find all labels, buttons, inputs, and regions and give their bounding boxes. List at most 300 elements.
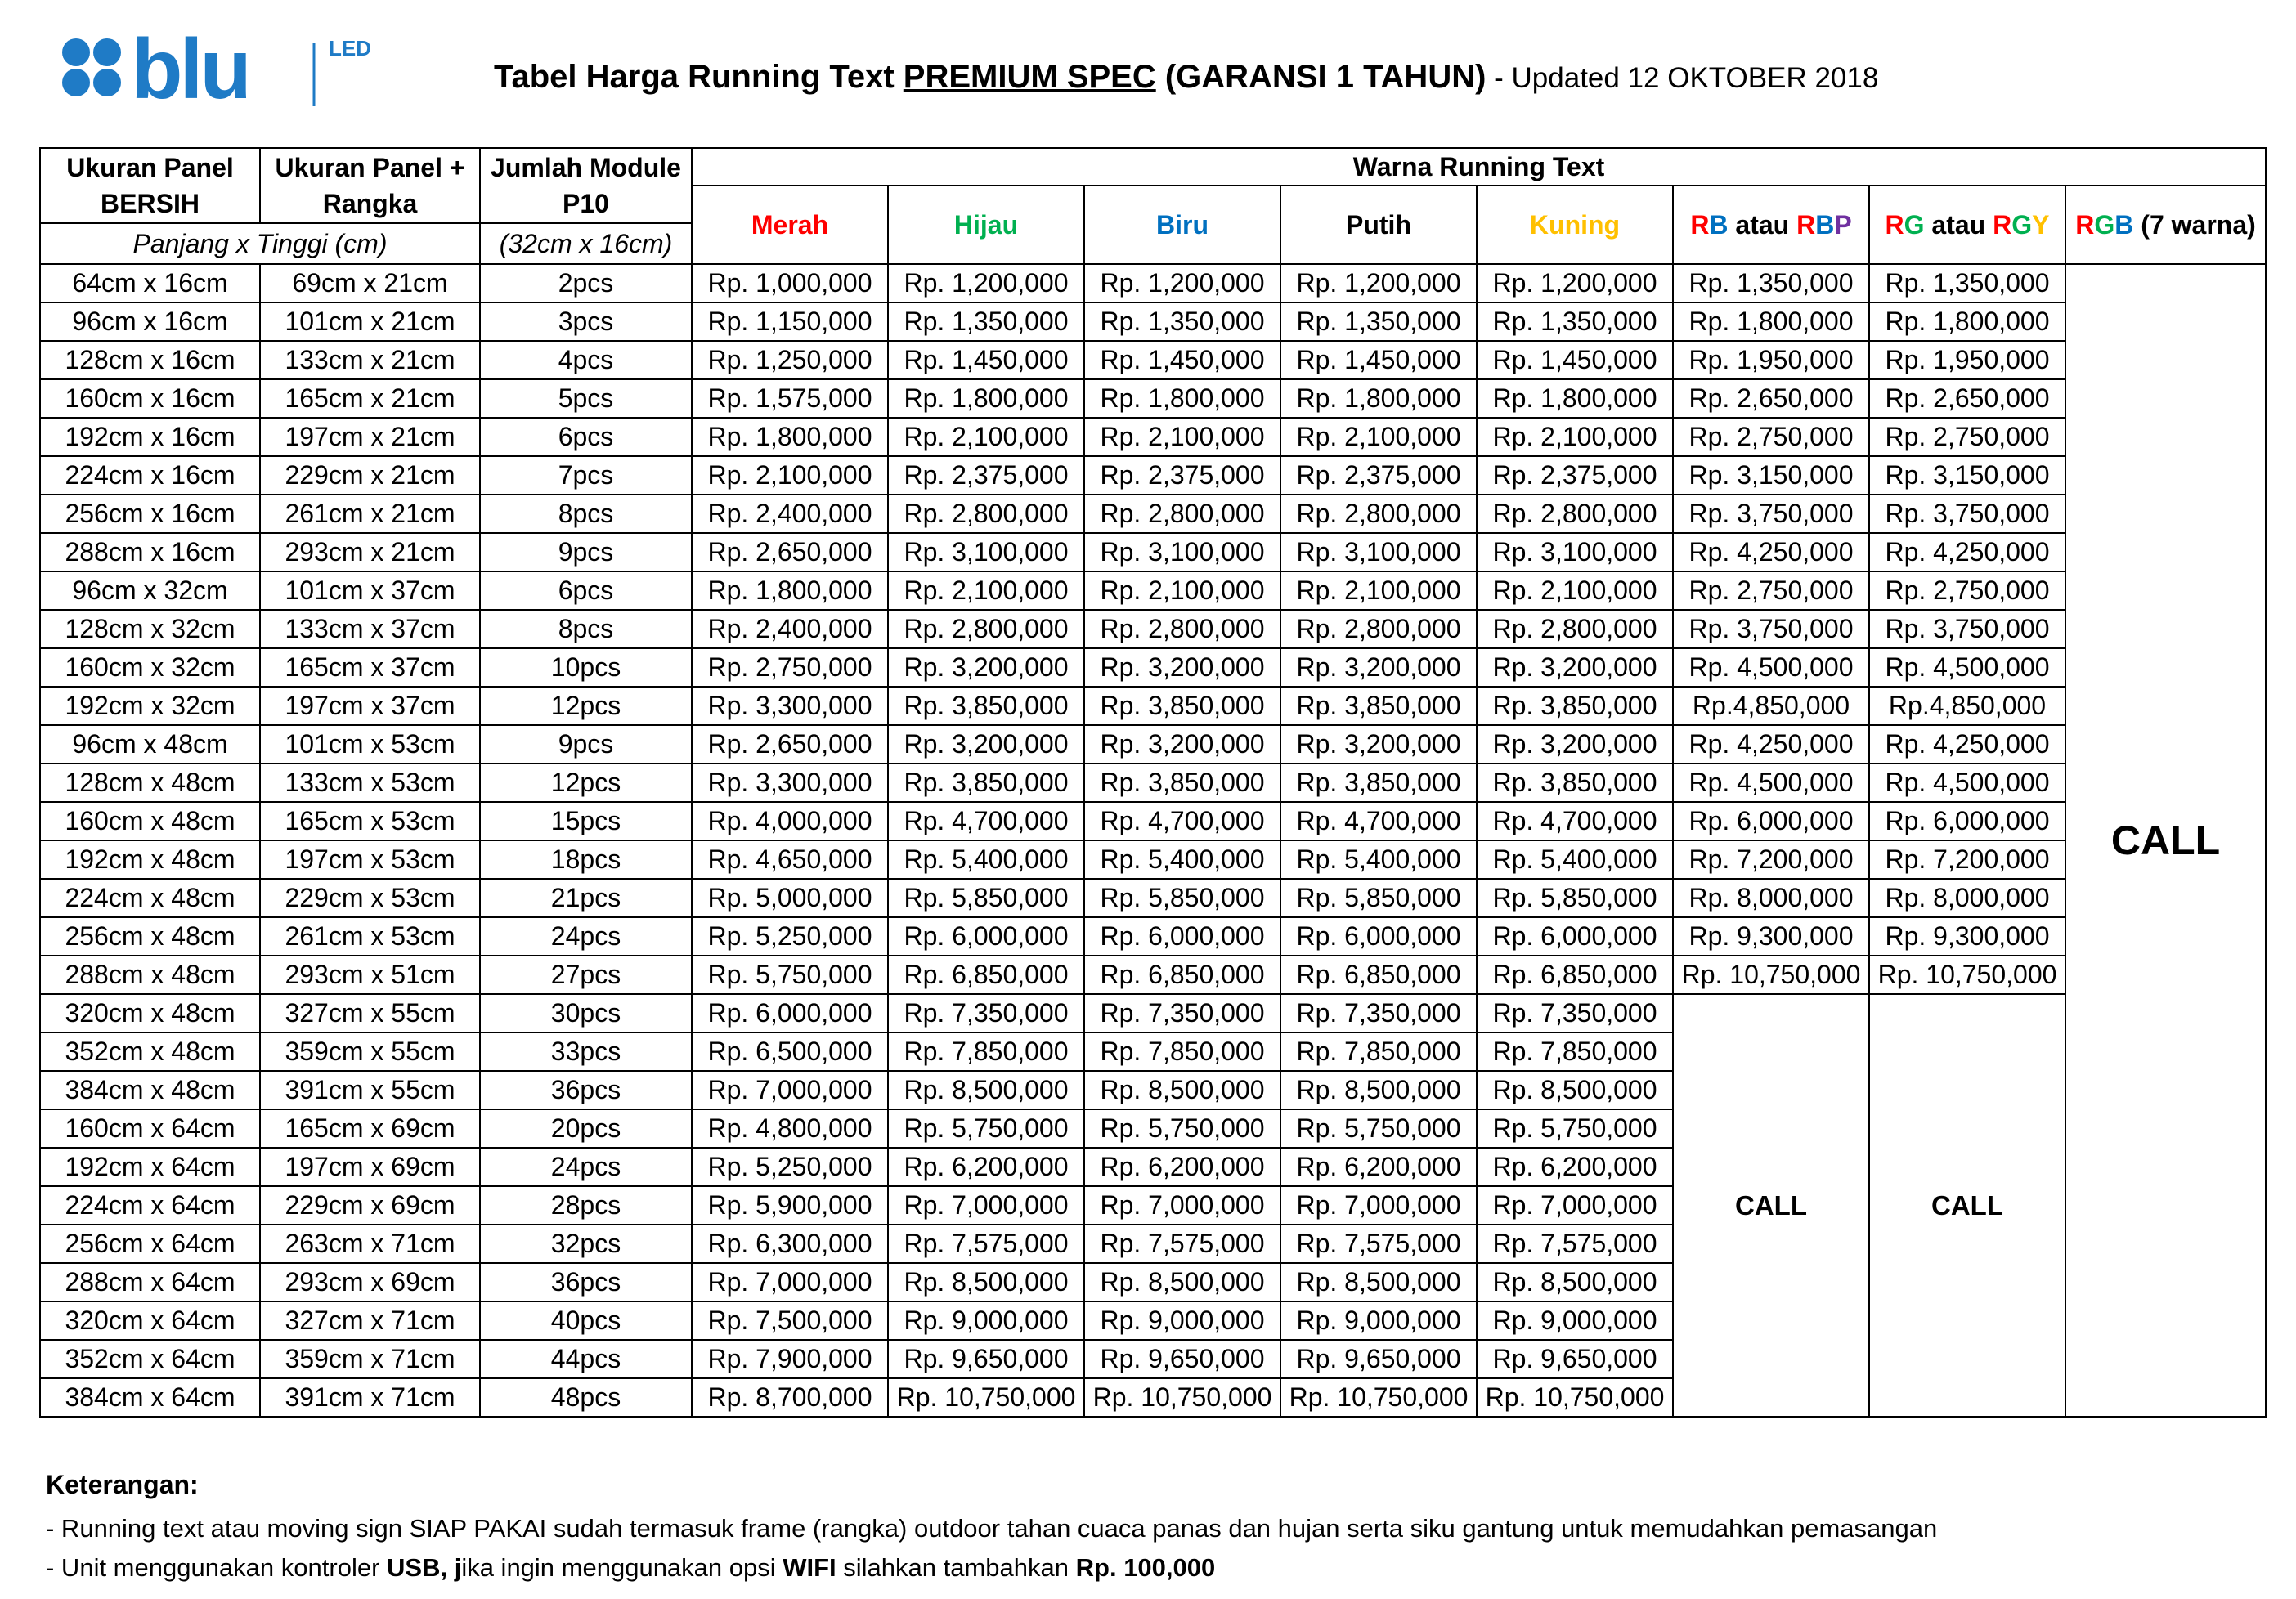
cell-rg-rgy: Rp.4,850,000: [1869, 687, 2065, 725]
table-row: [40, 533, 2266, 571]
cell-merah: Rp. 2,400,000: [692, 610, 888, 648]
cell-putih: Rp. 7,000,000: [1280, 1186, 1477, 1225]
header-jumlah-module: Jumlah Module P10: [480, 148, 692, 223]
cell-panel-rangka: 133cm x 21cm: [260, 341, 480, 379]
cell-rb-rbp: Rp.4,850,000: [1673, 687, 1869, 725]
cell-hijau: Rp. 1,350,000: [888, 302, 1084, 341]
cell-jumlah: 2pcs: [480, 264, 692, 302]
cell-jumlah: 12pcs: [480, 764, 692, 802]
cell-kuning: Rp. 7,000,000: [1477, 1186, 1673, 1225]
table-row: [40, 917, 2266, 956]
table-row: [40, 687, 2266, 725]
cell-biru: Rp. 1,800,000: [1084, 379, 1280, 418]
cell-biru: Rp. 8,500,000: [1084, 1071, 1280, 1109]
cell-putih: Rp. 8,500,000: [1280, 1071, 1477, 1109]
cell-panel-bersih: 256cm x 64cm: [40, 1225, 260, 1263]
table-row: [40, 610, 2266, 648]
cell-putih: Rp. 5,400,000: [1280, 840, 1477, 879]
cell-rb-rbp: Rp. 10,750,000: [1673, 956, 1869, 994]
notes-heading: Keterangan:: [46, 1470, 199, 1499]
cell-biru: Rp. 3,200,000: [1084, 725, 1280, 764]
cell-kuning: Rp. 7,350,000: [1477, 994, 1673, 1032]
cell-biru: Rp. 3,850,000: [1084, 764, 1280, 802]
cell-kuning: Rp. 9,000,000: [1477, 1301, 1673, 1340]
cell-merah: Rp. 1,800,000: [692, 418, 888, 456]
cell-rb-rbp: Rp. 4,500,000: [1673, 648, 1869, 687]
cell-merah: Rp. 7,000,000: [692, 1071, 888, 1109]
cell-kuning: Rp. 3,100,000: [1477, 533, 1673, 571]
cell-rb-rbp: Rp. 1,350,000: [1673, 264, 1869, 302]
cell-panel-rangka: 165cm x 37cm: [260, 648, 480, 687]
cell-hijau: Rp. 8,500,000: [888, 1263, 1084, 1301]
cell-rg-rgy: Rp. 10,750,000: [1869, 956, 2065, 994]
cell-kuning: Rp. 2,800,000: [1477, 610, 1673, 648]
cell-putih: Rp. 2,100,000: [1280, 571, 1477, 610]
cell-rg-rgy: Rp. 1,800,000: [1869, 302, 2065, 341]
cell-biru: Rp. 2,800,000: [1084, 610, 1280, 648]
cell-panel-bersih: 192cm x 32cm: [40, 687, 260, 725]
cell-panel-rangka: 101cm x 37cm: [260, 571, 480, 610]
table-row: [40, 802, 2266, 840]
header-dimension-note: Panjang x Tinggi (cm): [40, 223, 480, 264]
cell-rg-rgy: Rp. 2,750,000: [1869, 571, 2065, 610]
cell-rg-rgy: Rp. 2,750,000: [1869, 418, 2065, 456]
cell-rb-rbp: Rp. 1,950,000: [1673, 341, 1869, 379]
cell-panel-rangka: 327cm x 71cm: [260, 1301, 480, 1340]
cell-kuning: Rp. 8,500,000: [1477, 1071, 1673, 1109]
cell-merah: Rp. 1,575,000: [692, 379, 888, 418]
cell-hijau: Rp. 9,000,000: [888, 1301, 1084, 1340]
cell-biru: Rp. 9,650,000: [1084, 1340, 1280, 1378]
cell-biru: Rp. 6,200,000: [1084, 1148, 1280, 1186]
cell-biru: Rp. 7,575,000: [1084, 1225, 1280, 1263]
cell-panel-bersih: 288cm x 16cm: [40, 533, 260, 571]
table-row: [40, 879, 2266, 917]
cell-rb-rbp: Rp. 3,750,000: [1673, 495, 1869, 533]
cell-merah: Rp. 4,800,000: [692, 1109, 888, 1148]
brand-logo: [59, 31, 402, 113]
cell-putih: Rp. 7,575,000: [1280, 1225, 1477, 1263]
cell-panel-rangka: 197cm x 37cm: [260, 687, 480, 725]
cell-hijau: Rp. 8,500,000: [888, 1071, 1084, 1109]
table-row: [40, 648, 2266, 687]
cell-putih: Rp. 1,200,000: [1280, 264, 1477, 302]
table-row: [40, 302, 2266, 341]
title-prefix: Tabel Harga Running Text: [494, 59, 904, 95]
cell-merah: Rp. 1,150,000: [692, 302, 888, 341]
cell-hijau: Rp. 6,200,000: [888, 1148, 1084, 1186]
cell-panel-bersih: 192cm x 64cm: [40, 1148, 260, 1186]
cell-hijau: Rp. 5,850,000: [888, 879, 1084, 917]
cell-rb-rbp: Rp. 1,800,000: [1673, 302, 1869, 341]
blu-led-logo-icon: [59, 31, 402, 113]
cell-rb-rbp: Rp. 4,500,000: [1673, 764, 1869, 802]
cell-merah: Rp. 2,650,000: [692, 533, 888, 571]
cell-merah: Rp. 3,300,000: [692, 687, 888, 725]
cell-kuning: Rp. 1,200,000: [1477, 264, 1673, 302]
cell-putih: Rp. 1,450,000: [1280, 341, 1477, 379]
cell-hijau: Rp. 3,850,000: [888, 764, 1084, 802]
cell-biru: Rp. 7,350,000: [1084, 994, 1280, 1032]
cell-jumlah: 6pcs: [480, 571, 692, 610]
cell-putih: Rp. 9,650,000: [1280, 1340, 1477, 1378]
cell-panel-rangka: 293cm x 51cm: [260, 956, 480, 994]
cell-hijau: Rp. 7,000,000: [888, 1186, 1084, 1225]
cell-panel-rangka: 165cm x 21cm: [260, 379, 480, 418]
cell-panel-bersih: 128cm x 16cm: [40, 341, 260, 379]
page-title: [494, 59, 1878, 96]
cell-kuning: Rp. 5,400,000: [1477, 840, 1673, 879]
cell-jumlah: 8pcs: [480, 495, 692, 533]
cell-biru: Rp. 3,100,000: [1084, 533, 1280, 571]
cell-biru: Rp. 5,750,000: [1084, 1109, 1280, 1148]
cell-rg-rgy: Rp. 3,150,000: [1869, 456, 2065, 495]
cell-panel-rangka: 293cm x 69cm: [260, 1263, 480, 1301]
cell-putih: Rp. 6,000,000: [1280, 917, 1477, 956]
cell-panel-rangka: 261cm x 21cm: [260, 495, 480, 533]
notes: [46, 1465, 1937, 1588]
cell-panel-bersih: 224cm x 16cm: [40, 456, 260, 495]
cell-hijau: Rp. 1,800,000: [888, 379, 1084, 418]
cell-biru: Rp. 9,000,000: [1084, 1301, 1280, 1340]
header-kuning: Kuning: [1477, 186, 1673, 264]
cell-hijau: Rp. 3,200,000: [888, 725, 1084, 764]
cell-biru: Rp. 7,850,000: [1084, 1032, 1280, 1071]
cell-rb-rbp: Rp. 4,250,000: [1673, 533, 1869, 571]
cell-rb-rbp: Rp. 3,750,000: [1673, 610, 1869, 648]
cell-panel-bersih: 96cm x 16cm: [40, 302, 260, 341]
table-row: [40, 956, 2266, 994]
header-rb-rbp: RB atau RBP: [1673, 186, 1869, 264]
cell-merah: Rp. 5,750,000: [692, 956, 888, 994]
cell-rg-rgy: Rp. 7,200,000: [1869, 840, 2065, 879]
cell-putih: Rp. 2,100,000: [1280, 418, 1477, 456]
cell-panel-rangka: 165cm x 69cm: [260, 1109, 480, 1148]
cell-kuning: Rp. 7,850,000: [1477, 1032, 1673, 1071]
cell-putih: Rp. 1,350,000: [1280, 302, 1477, 341]
cell-panel-bersih: 256cm x 16cm: [40, 495, 260, 533]
cell-jumlah: 44pcs: [480, 1340, 692, 1378]
cell-hijau: Rp. 2,100,000: [888, 571, 1084, 610]
cell-biru: Rp. 2,100,000: [1084, 418, 1280, 456]
cell-rb-rbp: Rp. 3,150,000: [1673, 456, 1869, 495]
cell-jumlah: 3pcs: [480, 302, 692, 341]
cell-jumlah: 24pcs: [480, 917, 692, 956]
cell-hijau: Rp. 2,800,000: [888, 495, 1084, 533]
cell-putih: Rp. 2,800,000: [1280, 495, 1477, 533]
cell-panel-rangka: 197cm x 53cm: [260, 840, 480, 879]
cell-panel-rangka: 133cm x 53cm: [260, 764, 480, 802]
cell-kuning: Rp. 8,500,000: [1477, 1263, 1673, 1301]
cell-putih: Rp. 7,350,000: [1280, 994, 1477, 1032]
cell-kuning: Rp. 2,100,000: [1477, 418, 1673, 456]
cell-panel-rangka: 359cm x 71cm: [260, 1340, 480, 1378]
cell-jumlah: 20pcs: [480, 1109, 692, 1148]
cell-rb-rbp: Rp. 9,300,000: [1673, 917, 1869, 956]
cell-panel-bersih: 96cm x 32cm: [40, 571, 260, 610]
cell-jumlah: 18pcs: [480, 840, 692, 879]
cell-merah: Rp. 3,300,000: [692, 764, 888, 802]
cell-putih: Rp. 2,800,000: [1280, 610, 1477, 648]
cell-kuning: Rp. 5,750,000: [1477, 1109, 1673, 1148]
cell-kuning: Rp. 2,100,000: [1477, 571, 1673, 610]
cell-hijau: Rp. 2,375,000: [888, 456, 1084, 495]
cell-panel-bersih: 288cm x 64cm: [40, 1263, 260, 1301]
cell-putih: Rp. 10,750,000: [1280, 1378, 1477, 1417]
cell-merah: Rp. 5,250,000: [692, 1148, 888, 1186]
cell-merah: Rp. 8,700,000: [692, 1378, 888, 1417]
cell-jumlah: 10pcs: [480, 648, 692, 687]
cell-kuning: Rp. 1,350,000: [1477, 302, 1673, 341]
cell-biru: Rp. 1,350,000: [1084, 302, 1280, 341]
cell-panel-bersih: 160cm x 16cm: [40, 379, 260, 418]
cell-hijau: Rp. 2,100,000: [888, 418, 1084, 456]
title-spec: PREMIUM SPEC: [903, 59, 1156, 95]
cell-kuning: Rp. 2,800,000: [1477, 495, 1673, 533]
cell-putih: Rp. 7,850,000: [1280, 1032, 1477, 1071]
cell-jumlah: 36pcs: [480, 1263, 692, 1301]
cell-biru: Rp. 6,000,000: [1084, 917, 1280, 956]
cell-kuning: Rp. 1,450,000: [1477, 341, 1673, 379]
cell-rgb-call: CALL: [2065, 264, 2266, 1417]
cell-rg-call: CALL: [1869, 994, 2065, 1417]
cell-panel-rangka: 263cm x 71cm: [260, 1225, 480, 1263]
cell-biru: Rp. 5,400,000: [1084, 840, 1280, 879]
cell-kuning: Rp. 3,200,000: [1477, 725, 1673, 764]
header-warna-group: Warna Running Text: [692, 148, 2266, 186]
cell-panel-bersih: 160cm x 64cm: [40, 1109, 260, 1148]
cell-hijau: Rp. 7,850,000: [888, 1032, 1084, 1071]
cell-biru: Rp. 1,200,000: [1084, 264, 1280, 302]
table-row: [40, 264, 2266, 302]
cell-biru: Rp. 2,100,000: [1084, 571, 1280, 610]
cell-putih: Rp. 6,200,000: [1280, 1148, 1477, 1186]
cell-panel-bersih: 224cm x 48cm: [40, 879, 260, 917]
cell-merah: Rp. 6,500,000: [692, 1032, 888, 1071]
cell-jumlah: 7pcs: [480, 456, 692, 495]
cell-putih: Rp. 2,375,000: [1280, 456, 1477, 495]
price-table: [39, 147, 2267, 1418]
cell-jumlah: 9pcs: [480, 725, 692, 764]
cell-rg-rgy: Rp. 6,000,000: [1869, 802, 2065, 840]
cell-hijau: Rp. 3,200,000: [888, 648, 1084, 687]
cell-rg-rgy: Rp. 4,500,000: [1869, 764, 2065, 802]
table-row: [40, 379, 2266, 418]
cell-merah: Rp. 4,000,000: [692, 802, 888, 840]
header-rgb: RGB (7 warna): [2065, 186, 2266, 264]
cell-panel-rangka: 229cm x 53cm: [260, 879, 480, 917]
cell-kuning: Rp. 3,200,000: [1477, 648, 1673, 687]
cell-biru: Rp. 6,850,000: [1084, 956, 1280, 994]
notes-line-1: - Running text atau moving sign SIAP PAKAI sudah termasuk frame (rangka) outdoor tahan cuaca panas dan hujan serta siku gantung untuk memudahkan pemasangan: [46, 1514, 1938, 1543]
cell-putih: Rp. 3,850,000: [1280, 764, 1477, 802]
cell-rg-rgy: Rp. 9,300,000: [1869, 917, 2065, 956]
cell-rb-call: CALL: [1673, 994, 1869, 1417]
cell-hijau: Rp. 1,450,000: [888, 341, 1084, 379]
cell-putih: Rp. 5,750,000: [1280, 1109, 1477, 1148]
table-row: [40, 418, 2266, 456]
cell-panel-rangka: 261cm x 53cm: [260, 917, 480, 956]
table-row: [40, 994, 2266, 1032]
cell-jumlah: 12pcs: [480, 687, 692, 725]
cell-biru: Rp. 10,750,000: [1084, 1378, 1280, 1417]
cell-biru: Rp. 3,850,000: [1084, 687, 1280, 725]
cell-panel-bersih: 352cm x 48cm: [40, 1032, 260, 1071]
cell-panel-rangka: 293cm x 21cm: [260, 533, 480, 571]
cell-kuning: Rp. 1,800,000: [1477, 379, 1673, 418]
cell-panel-bersih: 224cm x 64cm: [40, 1186, 260, 1225]
cell-panel-rangka: 359cm x 55cm: [260, 1032, 480, 1071]
cell-panel-rangka: 197cm x 21cm: [260, 418, 480, 456]
cell-jumlah: 6pcs: [480, 418, 692, 456]
cell-putih: Rp. 3,100,000: [1280, 533, 1477, 571]
cell-biru: Rp. 7,000,000: [1084, 1186, 1280, 1225]
cell-jumlah: 30pcs: [480, 994, 692, 1032]
cell-kuning: Rp. 6,850,000: [1477, 956, 1673, 994]
cell-panel-rangka: 133cm x 37cm: [260, 610, 480, 648]
cell-merah: Rp. 6,300,000: [692, 1225, 888, 1263]
cell-merah: Rp. 2,400,000: [692, 495, 888, 533]
cell-panel-rangka: 391cm x 71cm: [260, 1378, 480, 1417]
cell-rg-rgy: Rp. 1,350,000: [1869, 264, 2065, 302]
title-suffix: (GARANSI 1 TAHUN): [1155, 59, 1487, 95]
cell-jumlah: 48pcs: [480, 1378, 692, 1417]
cell-putih: Rp. 8,500,000: [1280, 1263, 1477, 1301]
cell-panel-rangka: 69cm x 21cm: [260, 264, 480, 302]
cell-jumlah: 36pcs: [480, 1071, 692, 1109]
cell-kuning: Rp. 2,375,000: [1477, 456, 1673, 495]
header-panel-bersih: Ukuran Panel BERSIH: [40, 148, 260, 223]
cell-putih: Rp. 4,700,000: [1280, 802, 1477, 840]
table-row: [40, 725, 2266, 764]
cell-hijau: Rp. 9,650,000: [888, 1340, 1084, 1378]
cell-putih: Rp. 5,850,000: [1280, 879, 1477, 917]
cell-panel-rangka: 327cm x 55cm: [260, 994, 480, 1032]
cell-jumlah: 4pcs: [480, 341, 692, 379]
cell-panel-rangka: 229cm x 21cm: [260, 456, 480, 495]
cell-panel-bersih: 128cm x 32cm: [40, 610, 260, 648]
cell-kuning: Rp. 5,850,000: [1477, 879, 1673, 917]
table-row: [40, 495, 2266, 533]
title-updated: - Updated 12 OKTOBER 2018: [1486, 62, 1879, 94]
cell-jumlah: 27pcs: [480, 956, 692, 994]
cell-merah: Rp. 2,100,000: [692, 456, 888, 495]
cell-panel-bersih: 320cm x 64cm: [40, 1301, 260, 1340]
cell-biru: Rp. 5,850,000: [1084, 879, 1280, 917]
cell-merah: Rp. 4,650,000: [692, 840, 888, 879]
cell-rg-rgy: Rp. 3,750,000: [1869, 495, 2065, 533]
cell-rb-rbp: Rp. 2,650,000: [1673, 379, 1869, 418]
cell-biru: Rp. 1,450,000: [1084, 341, 1280, 379]
cell-panel-bersih: 160cm x 32cm: [40, 648, 260, 687]
price-table-body: [40, 264, 2266, 1417]
header-putih: Putih: [1280, 186, 1477, 264]
cell-hijau: Rp. 6,850,000: [888, 956, 1084, 994]
table-row: [40, 341, 2266, 379]
cell-merah: Rp. 7,000,000: [692, 1263, 888, 1301]
cell-jumlah: 40pcs: [480, 1301, 692, 1340]
cell-hijau: Rp. 2,800,000: [888, 610, 1084, 648]
header-hijau: Hijau: [888, 186, 1084, 264]
cell-panel-bersih: 192cm x 16cm: [40, 418, 260, 456]
cell-rb-rbp: Rp. 4,250,000: [1673, 725, 1869, 764]
cell-putih: Rp. 9,000,000: [1280, 1301, 1477, 1340]
cell-panel-rangka: 229cm x 69cm: [260, 1186, 480, 1225]
cell-biru: Rp. 2,375,000: [1084, 456, 1280, 495]
cell-panel-bersih: 64cm x 16cm: [40, 264, 260, 302]
cell-putih: Rp. 6,850,000: [1280, 956, 1477, 994]
cell-hijau: Rp. 5,750,000: [888, 1109, 1084, 1148]
cell-merah: Rp. 1,000,000: [692, 264, 888, 302]
table-row: [40, 456, 2266, 495]
cell-panel-bersih: 128cm x 48cm: [40, 764, 260, 802]
cell-biru: Rp. 2,800,000: [1084, 495, 1280, 533]
cell-panel-bersih: 96cm x 48cm: [40, 725, 260, 764]
cell-kuning: Rp. 6,200,000: [1477, 1148, 1673, 1186]
cell-panel-rangka: 391cm x 55cm: [260, 1071, 480, 1109]
cell-panel-rangka: 197cm x 69cm: [260, 1148, 480, 1186]
cell-hijau: Rp. 3,100,000: [888, 533, 1084, 571]
cell-rb-rbp: Rp. 2,750,000: [1673, 571, 1869, 610]
cell-jumlah: 8pcs: [480, 610, 692, 648]
cell-jumlah: 33pcs: [480, 1032, 692, 1071]
cell-kuning: Rp. 4,700,000: [1477, 802, 1673, 840]
cell-biru: Rp. 3,200,000: [1084, 648, 1280, 687]
cell-rg-rgy: Rp. 2,650,000: [1869, 379, 2065, 418]
table-row: [40, 840, 2266, 879]
cell-panel-bersih: 256cm x 48cm: [40, 917, 260, 956]
cell-hijau: Rp. 3,850,000: [888, 687, 1084, 725]
table-row: [40, 571, 2266, 610]
table-row: [40, 764, 2266, 802]
cell-panel-rangka: 165cm x 53cm: [260, 802, 480, 840]
cell-merah: Rp. 5,900,000: [692, 1186, 888, 1225]
notes-line-2: - Unit menggunakan kontroler USB, jika ingin menggunakan opsi WIFI silahkan tambahkan Rp. 100,000: [46, 1553, 1216, 1582]
cell-panel-rangka: 101cm x 21cm: [260, 302, 480, 341]
cell-merah: Rp. 2,750,000: [692, 648, 888, 687]
cell-merah: Rp. 6,000,000: [692, 994, 888, 1032]
cell-rg-rgy: Rp. 1,950,000: [1869, 341, 2065, 379]
cell-merah: Rp. 2,650,000: [692, 725, 888, 764]
cell-panel-bersih: 160cm x 48cm: [40, 802, 260, 840]
cell-rb-rbp: Rp. 2,750,000: [1673, 418, 1869, 456]
cell-rb-rbp: Rp. 6,000,000: [1673, 802, 1869, 840]
cell-kuning: Rp. 3,850,000: [1477, 687, 1673, 725]
cell-kuning: Rp. 7,575,000: [1477, 1225, 1673, 1263]
cell-rg-rgy: Rp. 4,250,000: [1869, 725, 2065, 764]
cell-panel-bersih: 288cm x 48cm: [40, 956, 260, 994]
cell-merah: Rp. 7,500,000: [692, 1301, 888, 1340]
cell-hijau: Rp. 7,575,000: [888, 1225, 1084, 1263]
cell-panel-bersih: 320cm x 48cm: [40, 994, 260, 1032]
cell-jumlah: 21pcs: [480, 879, 692, 917]
header-rg-rgy: RG atau RGY: [1869, 186, 2065, 264]
cell-merah: Rp. 1,250,000: [692, 341, 888, 379]
cell-hijau: Rp. 10,750,000: [888, 1378, 1084, 1417]
cell-jumlah: 5pcs: [480, 379, 692, 418]
cell-biru: Rp. 8,500,000: [1084, 1263, 1280, 1301]
header-panel-rangka: Ukuran Panel + Rangka: [260, 148, 480, 223]
header-biru: Biru: [1084, 186, 1280, 264]
cell-kuning: Rp. 9,650,000: [1477, 1340, 1673, 1378]
cell-biru: Rp. 4,700,000: [1084, 802, 1280, 840]
cell-jumlah: 9pcs: [480, 533, 692, 571]
cell-rg-rgy: Rp. 3,750,000: [1869, 610, 2065, 648]
cell-merah: Rp. 7,900,000: [692, 1340, 888, 1378]
cell-jumlah: 32pcs: [480, 1225, 692, 1263]
cell-jumlah: 28pcs: [480, 1186, 692, 1225]
cell-hijau: Rp. 1,200,000: [888, 264, 1084, 302]
